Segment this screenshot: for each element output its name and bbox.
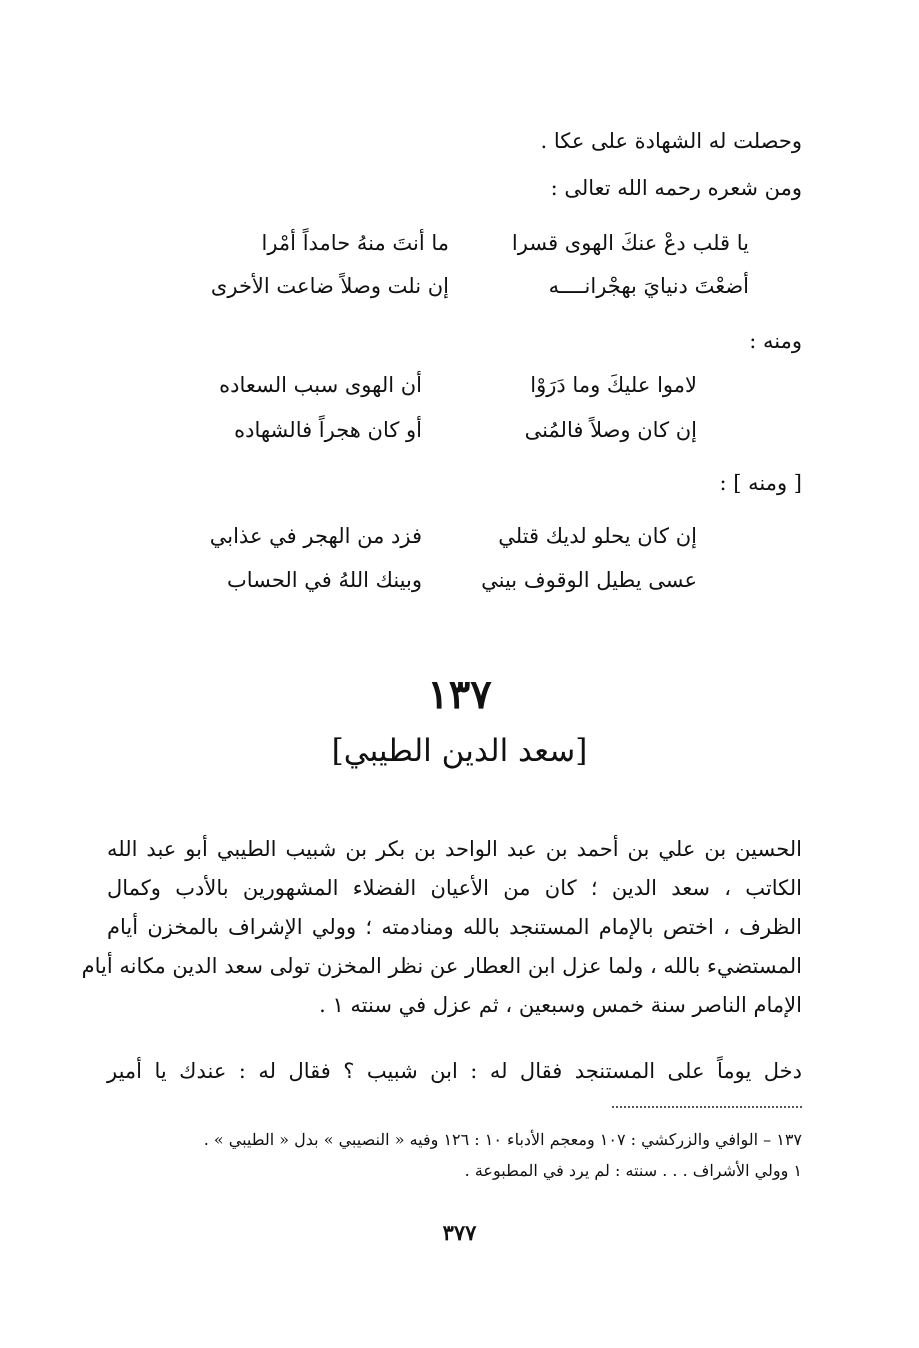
- paragraph-line: دخل يوماً على المستنجد فقال له : ابن شبيب ؟ فقال له : عندك يا أمير: [107, 1059, 802, 1083]
- verse-row: [219, 370, 697, 400]
- verse-row: [211, 271, 749, 301]
- verse-second-hemistich: وبينك اللهُ في الحساب: [226, 568, 422, 592]
- paragraph-line: الكاتب ، سعد الدين ؛ كان من الأعيان الفضلاء المشهورين بالأدب وكمال: [107, 876, 802, 900]
- section-label: [ ومنه ] :: [719, 471, 802, 495]
- verse-first-hemistich: عسى يطيل الوقوف بيني: [481, 568, 697, 592]
- verse-row: [262, 228, 749, 258]
- biography-paragraph: [81, 830, 802, 1025]
- footnote-line: ١ وولي الأشراف . . . سنته : لم يرد في المطبوعة .: [464, 1161, 802, 1180]
- verse-first-hemistich: إن كان وصلاً فالمُنى: [524, 418, 697, 442]
- next-paragraph: [107, 1052, 802, 1091]
- entry-number: ١٣٧: [427, 671, 492, 718]
- paragraph-line: الإمام الناصر سنة خمس وسبعين ، ثم عزل في سنته ١ .: [319, 993, 802, 1017]
- verse-second-hemistich: أو كان هجراً فالشهاده: [234, 418, 422, 442]
- poem-intro-line: ومن شعره رحمه الله تعالى :: [550, 176, 802, 200]
- verse-second-hemistich: ما أنتَ منهُ حامداً أمْرا: [261, 231, 449, 255]
- footnote-line: ١٣٧ – الوافي والزركشي : ١٠٧ ومعجم الأدباء ١٠ : ١٢٦ وفيه « النصيبي » بدل « الطيبي » .: [203, 1130, 802, 1149]
- verse-row: [210, 521, 697, 551]
- intro-line: وحصلت له الشهادة على عكا .: [540, 129, 802, 153]
- section-label: ومنه :: [749, 329, 802, 353]
- paragraph-line: المستضيء بالله ، ولما عزل ابن العطار عن نظر المخزن تولى سعد الدين مكانه أيام: [81, 954, 802, 978]
- verse-second-hemistich: إن نلت وصلاً ضاعت الأخرى: [210, 274, 449, 298]
- verse-first-hemistich: يا قلب دعْ عنكَ الهوى قسرا: [511, 231, 749, 255]
- verse-second-hemistich: أن الهوى سبب السعاده: [219, 373, 422, 397]
- verse-second-hemistich: فزد من الهجر في عذابي: [209, 524, 422, 548]
- verse-first-hemistich: إن كان يحلو لديك قتلي: [498, 524, 697, 548]
- paragraph-line: الحسين بن علي بن أحمد بن عبد الواحد بن بكر بن شبيب الطيبي أبو عبد الله: [107, 837, 802, 861]
- verse-first-hemistich: لاموا عليكَ وما دَرَوْا: [530, 373, 697, 397]
- verse-first-hemistich: أضعْتَ دنيايَ بهجْرانــــه: [548, 274, 749, 298]
- page-number: ٣٧٧: [442, 1220, 477, 1245]
- footnote-divider: [612, 1106, 802, 1108]
- verse-row: [227, 565, 697, 595]
- paragraph-line: الظرف ، اختص بالإمام المستنجد بالله ومنادمته ؛ وولي الإشراف بالمخزن أيام: [107, 915, 802, 939]
- verse-row: [234, 415, 697, 445]
- entry-title: [سعد الدين الطيبي]: [331, 733, 588, 769]
